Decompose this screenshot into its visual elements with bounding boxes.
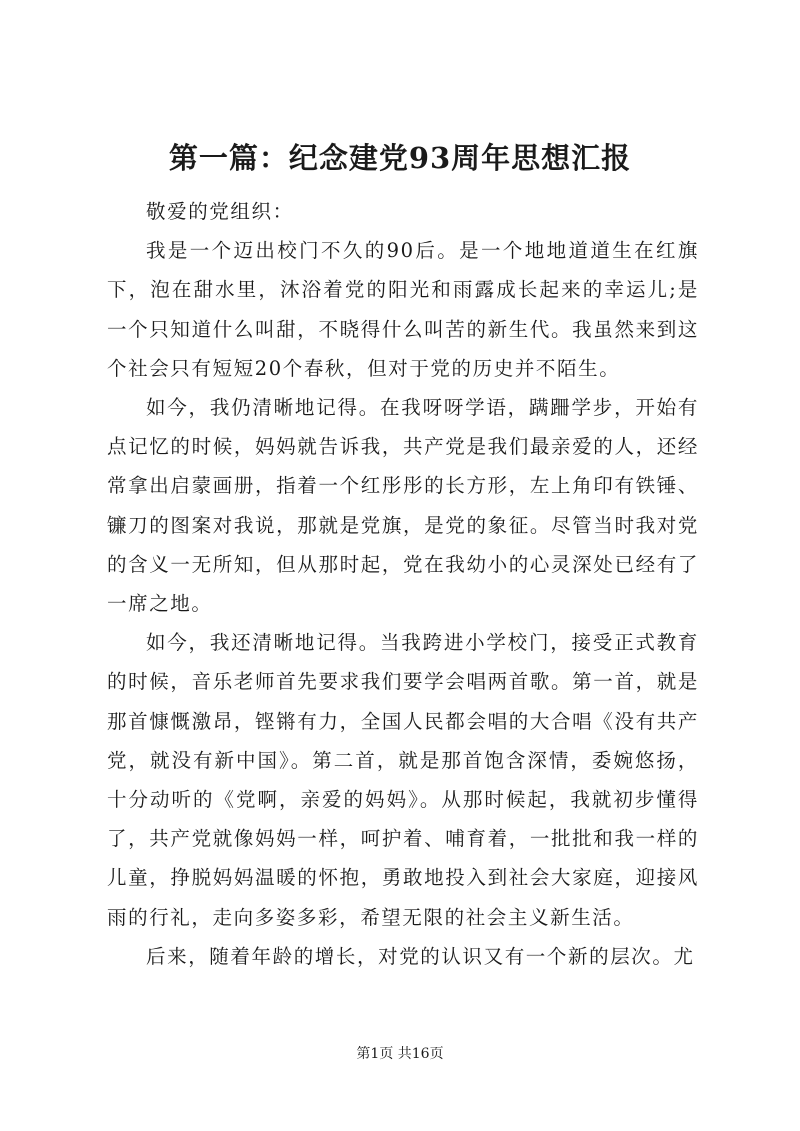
page-number-footer: 第1页 共16页 — [356, 1046, 444, 1062]
salutation-paragraph: 敬爱的党组织： — [146, 200, 294, 223]
body-paragraph: 后来，随着年龄的增长，对党的认识又有一个新的层次。尤 — [146, 944, 695, 968]
body-paragraph: 如今，我仍清晰地记得。在我呀呀学语，蹒跚学步，开始有点记忆的时候，妈妈就告诉我，共产党是我们最亲爱的人，还经常拿出启蒙画册，指着一个红彤彤的长方形，左上角印有铁锤、镰刀的图案对我说，那就是党旗，是党的象征。尽管当时我对党的含义一无所知，但从那时起，党在我幼小的心灵深处已经有了一席之地。 — [107, 396, 699, 616]
body-paragraph: 我是一个迈出校门不久的90后。是一个地地道道生在红旗下，泡在甜水里，沐浴着党的阳光和雨露成长起来的幸运儿;是一个只知道什么叫甜，不晓得什么叫苦的新生代。我虽然来到这个社会只有短短20个春秋，但对于党的历史并不陌生。 — [107, 239, 699, 380]
document-title: 第一篇：纪念建党93周年思想汇报 — [168, 141, 632, 175]
document-body — [107, 192, 699, 976]
body-paragraph: 如今，我还清晰地记得。当我跨进小学校门，接受正式教育的时候，音乐老师首先要求我们要学会唱两首歌。第一首，就是那首慷慨激昂，铿锵有力，全国人民都会唱的大合唱《没有共产党，就没有新中国》。第二首，就是那首饱含深情，委婉悠扬，十分动听的《党啊，亲爱的妈妈》。从那时候起，我就初步懂得了，共产党就像妈妈一样，呵护着、哺育着，一批批和我一样的儿童，挣脱妈妈温暖的怀抱，勇敢地投入到社会大家庭，迎接风雨的行礼，走向多姿多彩，希望无限的社会主义新生活。 — [107, 631, 699, 929]
